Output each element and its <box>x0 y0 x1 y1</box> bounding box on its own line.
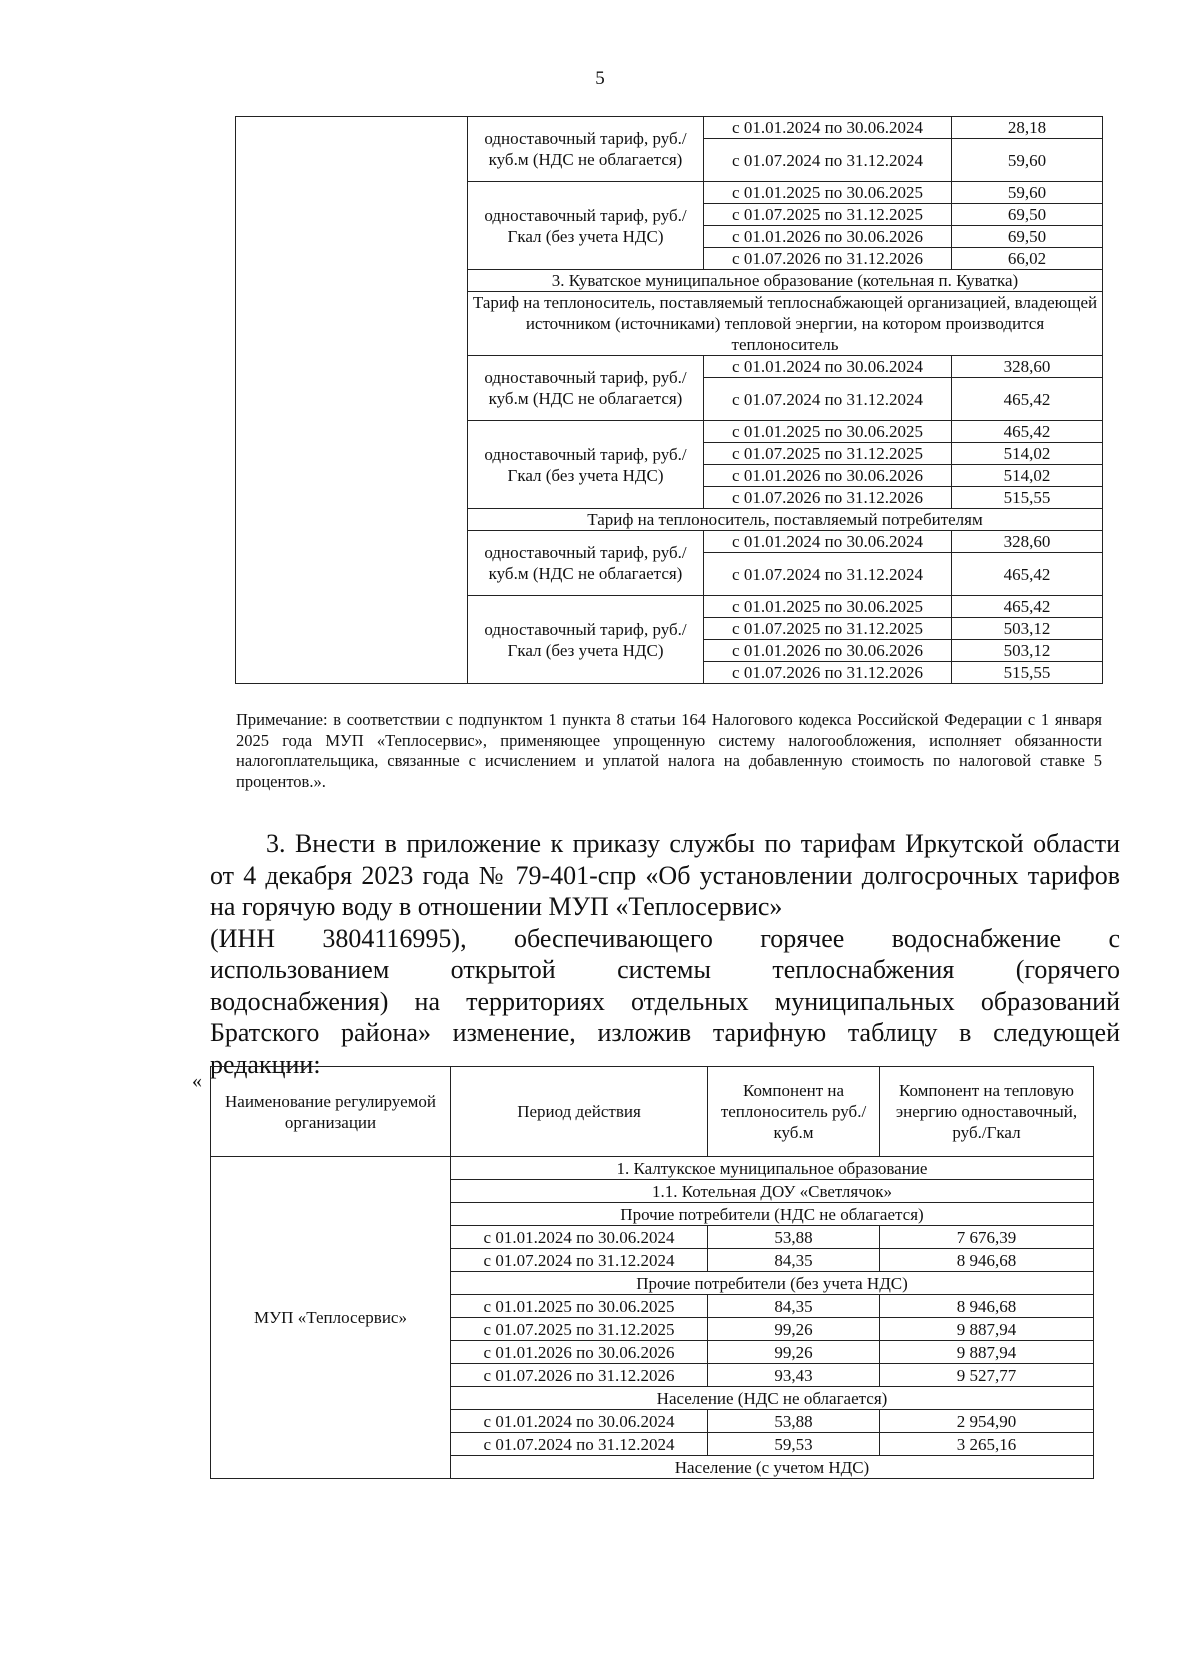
value-cell: 515,55 <box>952 487 1103 509</box>
period-cell: с 01.07.2024 по 31.12.2024 <box>704 553 952 596</box>
paragraph-3-line-b <box>210 954 1120 986</box>
period-cell: с 01.07.2024 по 31.12.2024 <box>704 378 952 421</box>
heat-component-cell: 8 946,68 <box>880 1249 1094 1272</box>
column-header: Период действия <box>451 1067 708 1157</box>
heat-component-cell: 2 954,90 <box>880 1410 1094 1433</box>
value-cell: 465,42 <box>952 553 1103 596</box>
value-cell: 514,02 <box>952 465 1103 487</box>
municipality-title: 1. Калтукское муниципальное образование <box>451 1157 1094 1180</box>
coolant-component-cell: 99,26 <box>708 1341 880 1364</box>
period-cell: с 01.01.2025 по 30.06.2025 <box>451 1295 708 1318</box>
table-row <box>211 1067 1094 1157</box>
column-header: Компонент на теплоноситель руб./куб.м <box>708 1067 880 1157</box>
word: (ИНН <box>210 923 275 953</box>
word: обеспечивающего <box>513 923 713 953</box>
coolant-component-cell: 93,43 <box>708 1364 880 1387</box>
coolant-component-cell: 84,35 <box>708 1249 880 1272</box>
period-cell: с 01.01.2026 по 30.06.2026 <box>451 1341 708 1364</box>
heat-component-cell: 8 946,68 <box>880 1295 1094 1318</box>
tariff-type-label: одноставочный тариф, руб./куб.м (НДС не облагается) <box>468 531 704 596</box>
tariff-type-label: одноставочный тариф, руб./куб.м (НДС не облагается) <box>468 356 704 421</box>
consumer-group-title: Население (с учетом НДС) <box>451 1456 1094 1479</box>
value-cell: 503,12 <box>952 640 1103 662</box>
consumer-group-title: Население (НДС не облагается) <box>451 1387 1094 1410</box>
value-cell: 59,60 <box>952 139 1103 182</box>
word: (горячего <box>1015 955 1120 984</box>
period-cell: с 01.07.2026 по 31.12.2026 <box>704 487 952 509</box>
period-cell: с 01.07.2026 по 31.12.2026 <box>451 1364 708 1387</box>
consumer-group-title: Прочие потребители (без учета НДС) <box>451 1272 1094 1295</box>
word: 3804116995), <box>322 923 467 953</box>
boiler-title: 1.1. Котельная ДОУ «Светлячок» <box>451 1180 1094 1203</box>
period-cell: с 01.07.2024 по 31.12.2024 <box>451 1249 708 1272</box>
period-cell: с 01.01.2025 по 30.06.2025 <box>704 421 952 443</box>
word: использованием <box>210 955 390 984</box>
tariff-heading: Тариф на теплоноситель, поставляемый потребителям <box>468 509 1103 531</box>
value-cell: 503,12 <box>952 618 1103 640</box>
column-header: Компонент на тепловую энергию одноставочный, руб./Гкал <box>880 1067 1094 1157</box>
heat-component-cell: 7 676,39 <box>880 1226 1094 1249</box>
coolant-component-cell: 53,88 <box>708 1410 880 1433</box>
tariff-type-label: одноставочный тариф, руб./Гкал (без учета НДС) <box>468 421 704 509</box>
value-cell: 465,42 <box>952 378 1103 421</box>
org-cell-empty <box>236 117 468 684</box>
section-title: 3. Куватское муниципальное образование (котельная п. Куватка) <box>468 270 1103 292</box>
word: водоснабжение <box>891 923 1062 953</box>
period-cell: с 01.01.2026 по 30.06.2026 <box>704 226 952 248</box>
table-row <box>236 117 1103 139</box>
period-cell: с 01.01.2025 по 30.06.2025 <box>704 596 952 618</box>
period-cell: с 01.01.2024 по 30.06.2024 <box>451 1226 708 1249</box>
word: системы <box>617 955 711 984</box>
value-cell: 59,60 <box>952 182 1103 204</box>
value-cell: 66,02 <box>952 248 1103 270</box>
period-cell: с 01.01.2024 по 30.06.2024 <box>704 531 952 553</box>
period-cell: с 01.07.2024 по 31.12.2024 <box>704 139 952 182</box>
paragraph-3-part-1: 3. Внести в приложение к приказу службы по тарифам Иркутской области от 4 декабря 2023 года № 79-401-спр «Об установлении долгосрочных тарифов на горячую воду в отношении МУП «Теплосервис» <box>210 829 1120 921</box>
period-cell: с 01.07.2025 по 31.12.2025 <box>451 1318 708 1341</box>
period-cell: с 01.07.2025 по 31.12.2025 <box>704 618 952 640</box>
period-cell: с 01.01.2026 по 30.06.2026 <box>704 640 952 662</box>
consumer-group-title: Прочие потребители (НДС не облагается) <box>451 1203 1094 1226</box>
value-cell: 69,50 <box>952 226 1103 248</box>
value-cell: 69,50 <box>952 204 1103 226</box>
period-cell: с 01.01.2024 по 30.06.2024 <box>704 117 952 139</box>
period-cell: с 01.07.2025 по 31.12.2025 <box>704 204 952 226</box>
heat-component-cell: 9 887,94 <box>880 1341 1094 1364</box>
period-cell: с 01.01.2024 по 30.06.2024 <box>451 1410 708 1433</box>
tariff-type-label: одноставочный тариф, руб./куб.м (НДС не облагается) <box>468 117 704 182</box>
heat-component-cell: 3 265,16 <box>880 1433 1094 1456</box>
period-cell: с 01.07.2024 по 31.12.2024 <box>451 1433 708 1456</box>
value-cell: 514,02 <box>952 443 1103 465</box>
period-cell: с 01.01.2026 по 30.06.2026 <box>704 465 952 487</box>
value-cell: 28,18 <box>952 117 1103 139</box>
period-cell: с 01.07.2026 по 31.12.2026 <box>704 248 952 270</box>
tariff-type-label: одноставочный тариф, руб./Гкал (без учета НДС) <box>468 182 704 270</box>
column-header: Наименование регулируемой организации <box>211 1067 451 1157</box>
period-cell: с 01.01.2025 по 30.06.2025 <box>704 182 952 204</box>
coolant-component-cell: 99,26 <box>708 1318 880 1341</box>
period-cell: с 01.07.2025 по 31.12.2025 <box>704 443 952 465</box>
table-row <box>211 1157 1094 1180</box>
value-cell: 515,55 <box>952 662 1103 684</box>
open-quote: « <box>192 1070 202 1092</box>
word: открытой <box>450 955 556 984</box>
value-cell: 465,42 <box>952 421 1103 443</box>
paragraph-3-line-a <box>210 923 1120 955</box>
word: с <box>1108 923 1120 953</box>
value-cell: 328,60 <box>952 531 1103 553</box>
tariff-table-continued <box>235 116 1103 684</box>
page-number: 5 <box>595 68 605 89</box>
hot-water-tariff-table <box>210 1066 1094 1479</box>
note-paragraph: Примечание: в соответствии с подпунктом 1 пункта 8 статьи 164 Налогового кодекса Российской Федерации с 1 января 2025 года МУП «Теплосервис», применяющее упрощенную систему налогообложения, исполняет обязанности налогоплательщика, связанные с исчислением и уплатой налога на добавленную стоимость по налоговой ставке 5 процентов.». <box>236 710 1102 791</box>
tariff-type-label: одноставочный тариф, руб./Гкал (без учета НДС) <box>468 596 704 684</box>
value-cell: 465,42 <box>952 596 1103 618</box>
heat-component-cell: 9 527,77 <box>880 1364 1094 1387</box>
paragraph-3-part-2: водоснабжения) на территориях отдельных муниципальных образований Братского района» изменение, изложив тарифную таблицу в следующей редакции: <box>210 986 1120 1079</box>
heat-component-cell: 9 887,94 <box>880 1318 1094 1341</box>
coolant-component-cell: 59,53 <box>708 1433 880 1456</box>
period-cell: с 01.01.2024 по 30.06.2024 <box>704 356 952 378</box>
coolant-component-cell: 84,35 <box>708 1295 880 1318</box>
tariff-heading: Тариф на теплоноситель, поставляемый теплоснабжающей организацией, владеющей источником (источниками) тепловой энергии, на котором производится теплоноситель <box>468 292 1103 356</box>
value-cell: 328,60 <box>952 356 1103 378</box>
org-name: МУП «Теплосервис» <box>211 1157 451 1479</box>
period-cell: с 01.07.2026 по 31.12.2026 <box>704 662 952 684</box>
word: горячее <box>760 923 845 953</box>
word: теплоснабжения <box>772 955 955 984</box>
coolant-component-cell: 53,88 <box>708 1226 880 1249</box>
paragraph-3 <box>210 828 1120 1080</box>
